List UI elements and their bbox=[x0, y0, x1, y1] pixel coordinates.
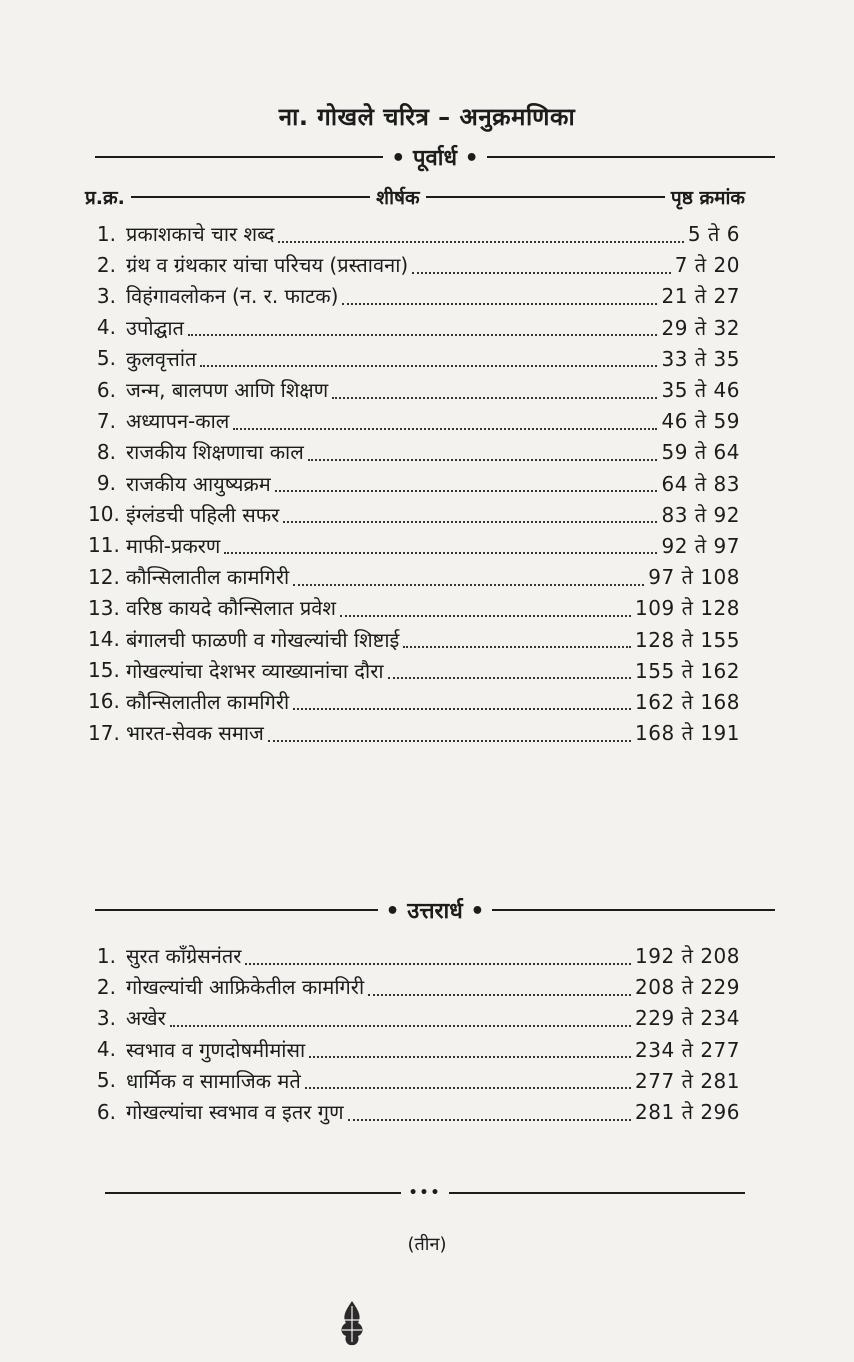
entry-number: 1. bbox=[96, 221, 116, 246]
leader-dots bbox=[224, 532, 657, 554]
section-label-part2: • उत्तरार्ध • bbox=[385, 899, 485, 924]
entry-pages: 35 ते 46 bbox=[661, 378, 740, 403]
entry-pages: 64 ते 83 bbox=[661, 471, 740, 496]
section-heading-part2 bbox=[95, 893, 775, 927]
leader-dots bbox=[309, 1036, 631, 1058]
section-label-part1: • पूर्वार्ध • bbox=[391, 146, 479, 171]
contents-entry bbox=[88, 468, 740, 499]
entry-title: कौन्सिलातील कामगिरी bbox=[126, 689, 290, 714]
entry-number: 10. bbox=[88, 502, 120, 527]
entry-number: 13. bbox=[88, 595, 120, 620]
entry-pages: 7 ते 20 bbox=[674, 253, 740, 278]
entry-number: 17. bbox=[88, 720, 120, 745]
entry-pages: 281 ते 296 bbox=[635, 1100, 740, 1125]
contents-entry bbox=[88, 592, 740, 623]
entry-number: 4. bbox=[96, 1037, 116, 1062]
part1-heading-text: पूर्वार्ध bbox=[413, 146, 457, 171]
leader-dots bbox=[293, 564, 644, 586]
leader-dots bbox=[348, 1099, 632, 1121]
entry-number: 1. bbox=[96, 943, 116, 968]
entry-pages: 234 ते 277 bbox=[635, 1037, 740, 1062]
page-number: (तीन) bbox=[407, 1234, 447, 1255]
entry-number: 8. bbox=[96, 439, 116, 464]
entry-title: प्रकाशकाचे चार शब्द bbox=[126, 222, 275, 247]
entry-number: 5. bbox=[96, 1068, 116, 1093]
entry-pages: 277 ते 281 bbox=[635, 1068, 740, 1093]
leader-dots bbox=[305, 1067, 631, 1089]
entry-pages: 97 ते 108 bbox=[648, 565, 740, 590]
contents-entry bbox=[88, 312, 740, 343]
entry-number: 2. bbox=[96, 974, 116, 999]
heading-rule-left bbox=[95, 909, 378, 911]
entry-title: इंग्लंडची पहिली सफर bbox=[126, 502, 280, 527]
entry-title: गोखल्यांची आफ्रिकेतील कामगिरी bbox=[126, 975, 365, 1000]
entry-number: 6. bbox=[96, 377, 116, 402]
contents-entry bbox=[88, 436, 740, 467]
column-header-number: प्र.क्र. bbox=[85, 187, 125, 209]
entry-pages: 208 ते 229 bbox=[635, 975, 740, 1000]
entry-title: वरिष्ठ कायदे कौन्सिलात प्रवेश bbox=[126, 596, 337, 621]
contents-entry bbox=[88, 971, 740, 1002]
leader-dots bbox=[278, 221, 684, 243]
column-header-title: शीर्षक bbox=[376, 187, 420, 209]
entry-pages: 155 ते 162 bbox=[635, 658, 740, 683]
leader-dots bbox=[332, 377, 657, 399]
leader-dots bbox=[403, 626, 631, 648]
heading-rule-right bbox=[487, 156, 775, 158]
entry-pages: 33 ते 35 bbox=[661, 346, 740, 371]
contents-entry bbox=[88, 280, 740, 311]
section-heading-part1 bbox=[95, 140, 775, 174]
contents-entry bbox=[88, 374, 740, 405]
entry-number: 11. bbox=[88, 533, 120, 558]
leader-dots bbox=[340, 595, 631, 617]
leader-dots bbox=[368, 974, 631, 996]
entry-pages: 128 ते 155 bbox=[635, 627, 740, 652]
entry-pages: 46 ते 59 bbox=[661, 409, 740, 434]
contents-entry bbox=[88, 499, 740, 530]
entry-number: 9. bbox=[96, 471, 116, 496]
contents-list-part1 bbox=[88, 218, 740, 748]
entry-title: गोखल्यांचा देशभर व्याख्यानांचा दौरा bbox=[126, 658, 384, 683]
leader-dots bbox=[268, 720, 631, 742]
contents-entry bbox=[88, 1065, 740, 1096]
end-divider bbox=[105, 1183, 745, 1203]
entry-number: 14. bbox=[88, 627, 120, 652]
contents-entry bbox=[88, 561, 740, 592]
entry-title: राजकीय आयुष्यक्रम bbox=[126, 471, 271, 496]
page-title: ना. गोखले चरित्र – अनुक्रमणिका bbox=[278, 103, 576, 131]
entry-title: कुलवृत्तांत bbox=[126, 346, 197, 371]
contents-entry bbox=[88, 249, 740, 280]
contents-entry bbox=[88, 655, 740, 686]
end-rule-left bbox=[105, 1192, 401, 1194]
column-header-row bbox=[85, 182, 745, 212]
contents-entry bbox=[88, 623, 740, 654]
entry-title: अध्यापन-काल bbox=[126, 409, 230, 434]
entry-title: गोखल्यांचा स्वभाव व इतर गुण bbox=[126, 1100, 344, 1125]
entry-number: 3. bbox=[96, 283, 116, 308]
end-rule-right bbox=[449, 1192, 745, 1194]
entry-number: 4. bbox=[96, 315, 116, 340]
entry-pages: 229 ते 234 bbox=[635, 1006, 740, 1031]
leader-dots bbox=[388, 657, 631, 679]
printer-ornament-icon bbox=[332, 1298, 372, 1348]
entry-number: 5. bbox=[96, 346, 116, 371]
leader-dots bbox=[233, 408, 657, 430]
entry-title: स्वभाव व गुणदोषमीमांसा bbox=[126, 1037, 306, 1062]
heading-rule-left bbox=[95, 156, 383, 158]
leader-dots bbox=[342, 283, 657, 305]
entry-title: माफी-प्रकरण bbox=[126, 533, 221, 558]
column-header-pages: पृष्ठ क्रमांक bbox=[670, 187, 745, 209]
contents-list-part2 bbox=[88, 940, 740, 1127]
contents-entry bbox=[88, 1096, 740, 1127]
leader-dots bbox=[412, 252, 671, 274]
entry-title: भारत-सेवक समाज bbox=[126, 721, 264, 746]
entry-pages: 59 ते 64 bbox=[661, 440, 740, 465]
entry-title: कौन्सिलातील कामगिरी bbox=[126, 565, 290, 590]
contents-entry bbox=[88, 717, 740, 748]
entry-number: 7. bbox=[96, 408, 116, 433]
entry-title: राजकीय शिक्षणाचा काल bbox=[126, 440, 304, 465]
leader-dots bbox=[188, 314, 658, 336]
entry-title: विहंगावलोकन (न. र. फाटक) bbox=[126, 284, 339, 309]
leader-dots bbox=[308, 439, 658, 461]
contents-entry bbox=[88, 343, 740, 374]
end-mark: ••• bbox=[408, 1185, 442, 1201]
heading-rule-right bbox=[492, 909, 775, 911]
contents-entry bbox=[88, 218, 740, 249]
entry-pages: 168 ते 191 bbox=[635, 721, 740, 746]
entry-pages: 21 ते 27 bbox=[661, 284, 740, 309]
entry-pages: 29 ते 32 bbox=[661, 315, 740, 340]
entry-pages: 83 ते 92 bbox=[661, 502, 740, 527]
leader-dots bbox=[275, 470, 658, 492]
entry-pages: 162 ते 168 bbox=[635, 689, 740, 714]
leader-dots bbox=[200, 345, 657, 367]
entry-number: 12. bbox=[88, 564, 120, 589]
contents-entry bbox=[88, 940, 740, 971]
contents-entry bbox=[88, 1034, 740, 1065]
entry-number: 2. bbox=[96, 252, 116, 277]
part2-heading-text: उत्तरार्ध bbox=[407, 899, 463, 924]
entry-number: 3. bbox=[96, 1005, 116, 1030]
entry-title: उपोद्घात bbox=[126, 315, 184, 340]
entry-title: ग्रंथ व ग्रंथकार यांचा परिचय (प्रस्तावना) bbox=[126, 253, 409, 278]
entry-title: बंगालची फाळणी व गोखल्यांची शिष्टाई bbox=[126, 627, 400, 652]
leader-dots bbox=[170, 1005, 631, 1027]
entry-pages: 92 ते 97 bbox=[661, 533, 740, 558]
entry-pages: 192 ते 208 bbox=[635, 944, 740, 969]
leader-dots bbox=[293, 688, 631, 710]
entry-pages: 109 ते 128 bbox=[635, 596, 740, 621]
entry-number: 15. bbox=[88, 658, 120, 683]
entry-title: जन्म, बालपण आणि शिक्षण bbox=[126, 378, 329, 403]
entry-number: 16. bbox=[88, 689, 120, 714]
entry-number: 6. bbox=[96, 1099, 116, 1124]
entry-title: अखेर bbox=[126, 1006, 166, 1031]
contents-entry bbox=[88, 1002, 740, 1033]
entry-pages: 5 ते 6 bbox=[687, 222, 740, 247]
entry-title: सुरत काँग्रेसनंतर bbox=[126, 944, 242, 969]
leader-dots bbox=[283, 501, 657, 523]
contents-entry bbox=[88, 405, 740, 436]
entry-title: धार्मिक व सामाजिक मते bbox=[126, 1068, 301, 1093]
column-rule bbox=[426, 196, 665, 198]
contents-entry bbox=[88, 530, 740, 561]
leader-dots bbox=[245, 943, 631, 965]
column-rule bbox=[131, 196, 370, 198]
contents-entry bbox=[88, 686, 740, 717]
